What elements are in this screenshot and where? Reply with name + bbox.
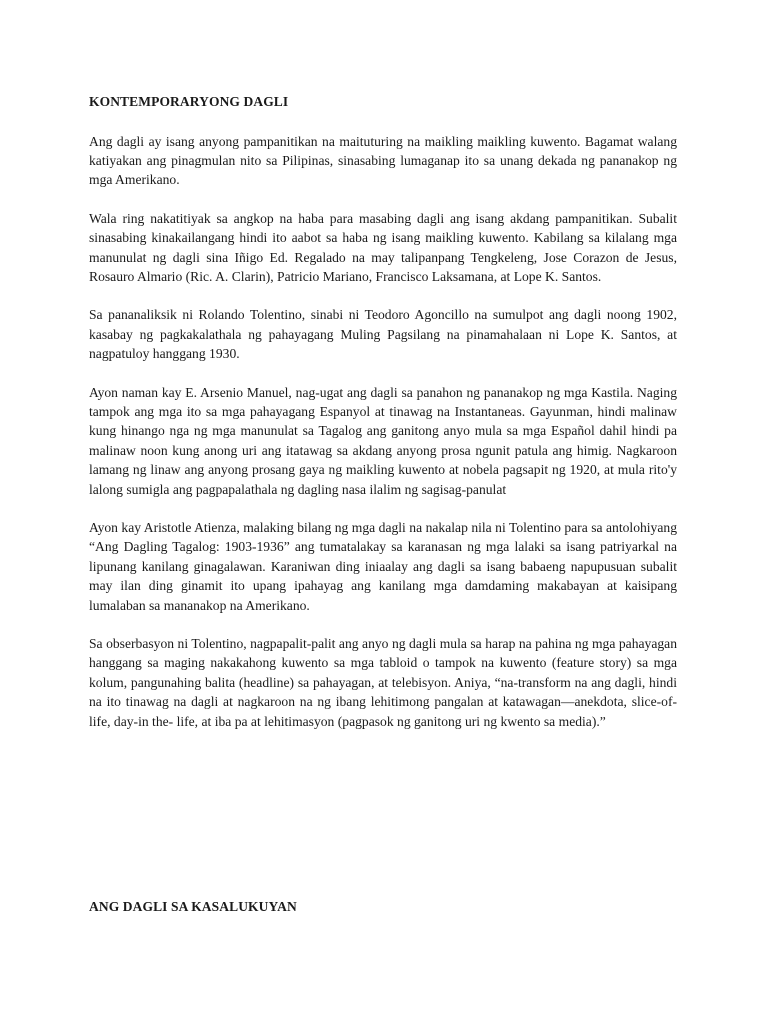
paragraph-6: Sa obserbasyon ni Tolentino, nagpapalit-palit ang anyo ng dagli mula sa harap na pahina ng mga pahayagan hanggang sa maging nakakahong kuwento sa mga tabloid o tampok na kuwento (feature story) sa mga kolum, pangunahing balita (headline) sa pahayagan, at telebisyon. Aniya, “na-transform na ang dagli, hindi na ito tinawag na dagli at nagkaroon na ng ibang lehitimong pangalan at katawagan—anekdota, slice-of-life, day-in the- life, at iba pa at lehitimasyon (pagpasok ng ganitong uri ng kwento sa media).” [89,636,677,729]
section-heading-ang-dagli-sa-kasalukuyan: ANG DAGLI SA KASALUKUYAN [89,899,297,914]
paragraph-4: Ayon naman kay E. Arsenio Manuel, nag-ugat ang dagli sa panahon ng pananakop ng mga Kastila. Naging tampok ang mga ito sa mga pahayagang Espanyol at tinawag na Instantaneas. Gayunman, hindi malinaw kung hinango nga ng mga manunulat sa Tagalog ang ganitong anyo mula sa mga Español dahil hindi pa malinaw noon kung anong uri ang itatawag sa akdang anyong prosa ngunit patula ang himig. Nagkaroon lamang ng linaw ang anyong prosang gaya ng maikling kuwento at nobela pagsapit ng 1920, at mula rito'y lalong sumigla ang pagpapalathala ng dagling nasa ilalim ng sagisag-panulat [89,384,677,497]
document-body [89,92,677,731]
paragraph-5: Ayon kay Aristotle Atienza, malaking bilang ng mga dagli na nakalap nila ni Tolentino para sa antolohiyang “Ang Dagling Tagalog: 1903-1936” ang tumatalakay sa karanasan ng mga lalaki sa isang patriyarkal na lipunang kanilang ginagalawan. Karaniwan ding iniaalay ang dagli sa isang babaeng napupusuan subalit may ilan ding ginamit ito upang ipahayag ang kanilang mga damdaming makabayan at kaisipang lumalaban sa mananakop na Amerikano. [89,520,677,613]
section-heading-kontemporaryong-dagli: KONTEMPORARYONG DAGLI [89,94,289,109]
paragraph-1: Ang dagli ay isang anyong pampanitikan na maituturing na maikling maikling kuwento. Bagamat walang katiyakan ang pinagmulan nito sa Pilipinas, sinasabing lumaganap ito sa unang dekada ng pananakop ng mga Amerikano. [89,133,677,188]
paragraph-3: Sa pananaliksik ni Rolando Tolentino, sinabi ni Teodoro Agoncillo na sumulpot ang dagli noong 1902, kasabay ng pagkakalathala ng pahayagang Muling Pagsilang na pinamahalaan ni Lope K. Santos, at nagpatuloy hanggang 1930. [89,307,677,362]
paragraph-2: Wala ring nakatitiyak sa angkop na haba para masabing dagli ang isang akdang pampanitikan. Subalit sinasabing kinakailangang hindi ito aabot sa haba ng isang maikling kuwento. Kabilang sa kilalang mga manunulat ng dagli sina Iñigo Ed. Regalado na may talipanpang Tengkeleng, Jose Corazon de Jesus, Rosauro Almario (Ric. A. Clarin), Patricio Mariano, Francisco Laksamana, at Lope K. Santos. [89,210,677,284]
